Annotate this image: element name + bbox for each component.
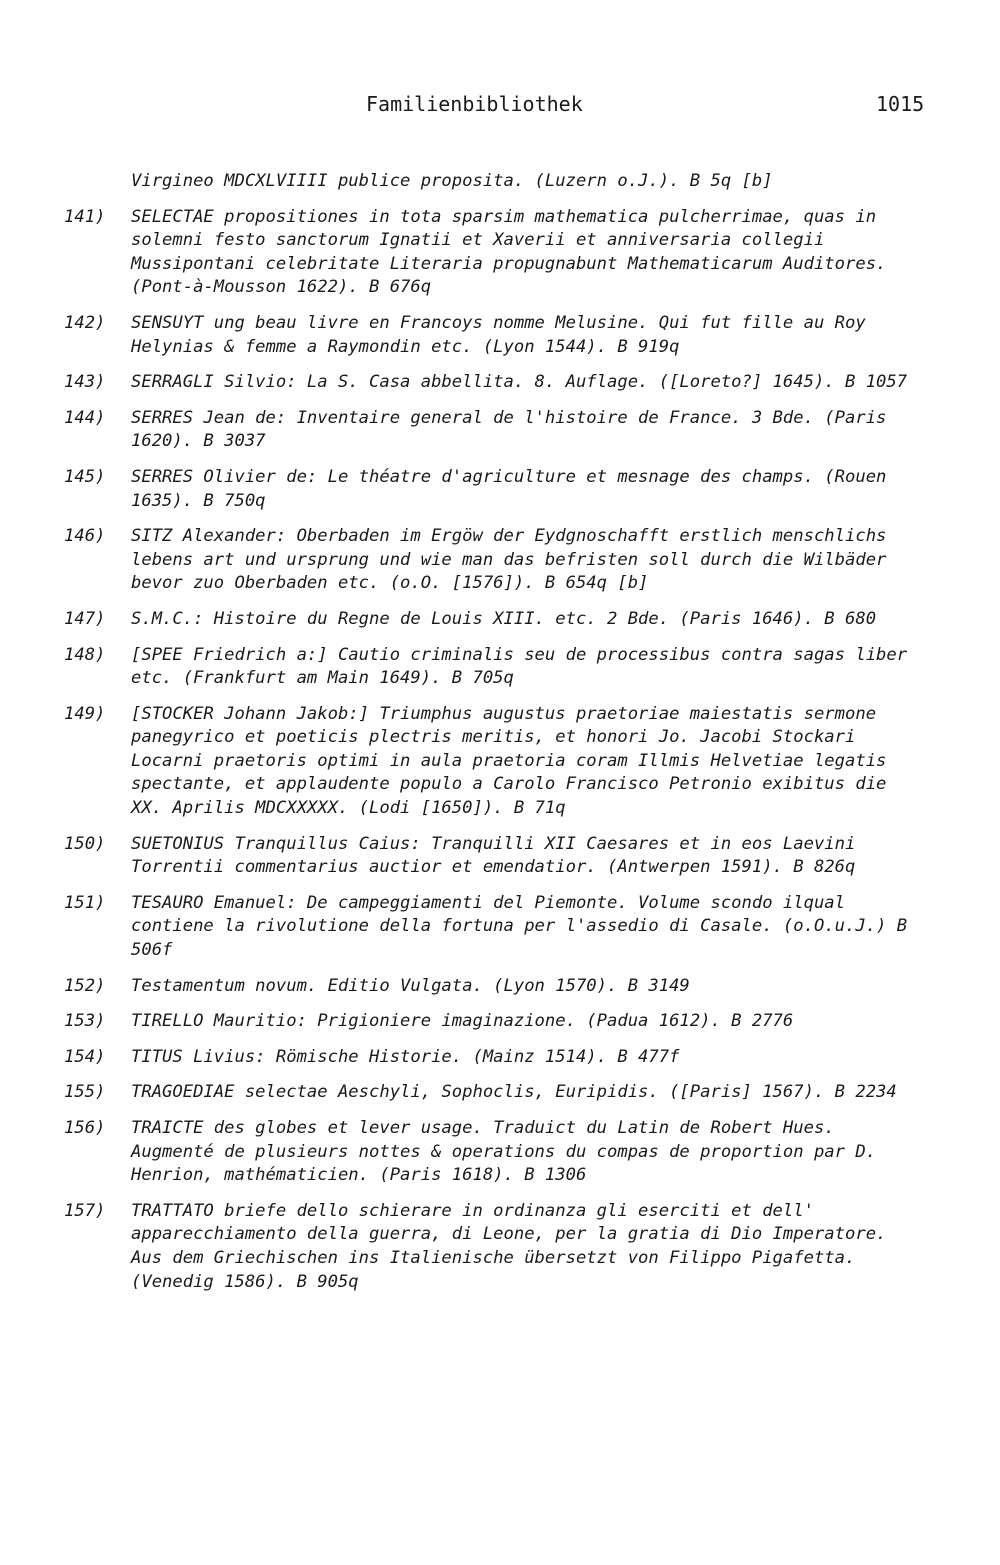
entry-text: TITUS Livius: Römische Historie. (Mainz 1514). B 477f <box>131 1046 680 1067</box>
entry-151 <box>0 892 1000 963</box>
entry-text: [SPEE Friedrich a:] Cautio criminalis seu de processibus contra sagas liber etc. (Frankfurt am Main 1649). B 705q <box>131 644 908 689</box>
entry-number: 142) <box>64 312 106 333</box>
entry-number: 147) <box>64 608 106 629</box>
entry-text: TRAGOEDIAE selectae Aeschyli, Sophoclis, Euripidis. ([Paris] 1567). B 2234 <box>131 1082 897 1103</box>
page-number: 1015 <box>876 92 925 116</box>
entry-number: 152) <box>64 975 106 996</box>
entry-143 <box>0 371 1000 395</box>
entry-153 <box>0 1010 1000 1034</box>
entry-146 <box>0 525 1000 596</box>
entry-text: TIRELLO Mauritio: Prigioniere imaginazione. (Padua 1612). B 2776 <box>131 1011 794 1032</box>
entry-148 <box>0 644 1000 691</box>
entry-number: 146) <box>64 526 106 547</box>
entry-number: 141) <box>64 206 106 227</box>
entry-155 <box>0 1081 1000 1105</box>
entry-number: 145) <box>64 466 106 487</box>
bibliography-list <box>0 170 1000 1306</box>
entry-number: 151) <box>64 892 106 913</box>
entry-text: [STOCKER Johann Jakob:] Triumphus augustus praetoriae maiestatis sermone panegyrico et poeticis plectris meritis, et honori Jo. Jacobi Stockari Locarni praetoris optimi in aula praetoria coram Illmis Helvetiae legatis spectante, et applaudente populo a Carolo Francisco Petronio exibitus die XX. Aprilis MDCXXXXX. (Lodi [1650]). B 71q <box>131 703 887 819</box>
entry-number: 155) <box>64 1082 106 1103</box>
entry-157 <box>0 1200 1000 1294</box>
entry-number: 144) <box>64 407 106 428</box>
entry-145 <box>0 466 1000 513</box>
entry-text: TRATTATO briefe dello schierare in ordinanza gli eserciti et dell' apparecchiamento della guerra, di Leone, per la gratia di Dio Imperatore. Aus dem Griechischen ins Italienische übersetzt von Filippo Pigafetta. (Venedig 1586). B 905q <box>131 1200 887 1292</box>
entry-text: SUETONIUS Tranquillus Caius: Tranquilli XII Caesares et in eos Laevini Torrentii commentarius auctior et emendatior. (Antwerpen 1591). B 826q <box>131 833 856 878</box>
continuation-text: Virgineo MDCXLVIIII publice proposita. (Luzern o.J.). B 5q [b] <box>131 171 773 191</box>
entry-text: SENSUYT ung beau livre en Francoys nomme Melusine. Qui fut fille au Roy Helynias & femme a Raymondin etc. (Lyon 1544). B 919q <box>131 312 866 357</box>
entry-142 <box>0 312 1000 359</box>
entry-156 <box>0 1117 1000 1188</box>
entry-text: SERRES Jean de: Inventaire general de l'histoire de France. 3 Bde. (Paris 1620). B 3037 <box>131 407 887 452</box>
entry-text: TRAICTE des globes et lever usage. Traduict du Latin de Robert Hues. Augmenté de plusieurs nottes & operations du compas de proportion par D. Henrion, mathématicien. (Paris 1618). B 1306 <box>131 1118 877 1186</box>
entry-number: 154) <box>64 1046 106 1067</box>
entry-number: 156) <box>64 1118 106 1138</box>
entry-number: 153) <box>64 1011 106 1032</box>
entry-text: SITZ Alexander: Oberbaden im Ergöw der Eydgnoschafft erstlich menschlichs lebens art und ursprung und wie man das befristen soll durch die Wilbäder bevor zuo Oberbaden etc. (o.O. [1576]). B 654q [b] <box>131 526 887 594</box>
entry-text: SELECTAE propositiones in tota sparsim mathematica pulcherrimae, quas in solemni festo sanctorum Ignatii et Xaverii et anniversaria collegii Mussipontani celebritate Literaria propugnabunt Mathematicarum Auditores. (Pont-à-Mousson 1622). B 676q <box>131 206 887 298</box>
entry-144 <box>0 407 1000 454</box>
continuation-entry <box>0 170 1000 194</box>
page-header <box>0 92 1000 122</box>
entry-number: 150) <box>64 833 106 854</box>
entry-text: SERRAGLI Silvio: La S. Casa abbellita. 8. Auflage. ([Loreto?] 1645). B 1057 <box>131 372 908 393</box>
entry-147 <box>0 608 1000 632</box>
entry-152 <box>0 975 1000 999</box>
entry-154 <box>0 1046 1000 1070</box>
entry-text: Testamentum novum. Editio Vulgata. (Lyon 1570). B 3149 <box>131 975 690 996</box>
running-title: Familienbibliothek <box>366 92 583 116</box>
entry-number: 143) <box>64 372 106 393</box>
entry-text: TESAURO Emanuel: De campeggiamenti del Piemonte. Volume scondo ilqual contiene la rivolutione della fortuna per l'assedio di Casale. (o.O.u.J.) B 506f <box>131 892 908 961</box>
entry-150 <box>0 833 1000 880</box>
entry-number: 149) <box>64 703 106 724</box>
entry-number: 157) <box>64 1200 106 1221</box>
entry-141 <box>0 206 1000 300</box>
entry-text: SERRES Olivier de: Le théatre d'agriculture et mesnage des champs. (Rouen 1635). B 750q <box>131 466 887 511</box>
entry-text: S.M.C.: Histoire du Regne de Louis XIII. etc. 2 Bde. (Paris 1646). B 680 <box>131 608 877 629</box>
entry-149 <box>0 703 1000 821</box>
entry-number: 148) <box>64 644 106 665</box>
